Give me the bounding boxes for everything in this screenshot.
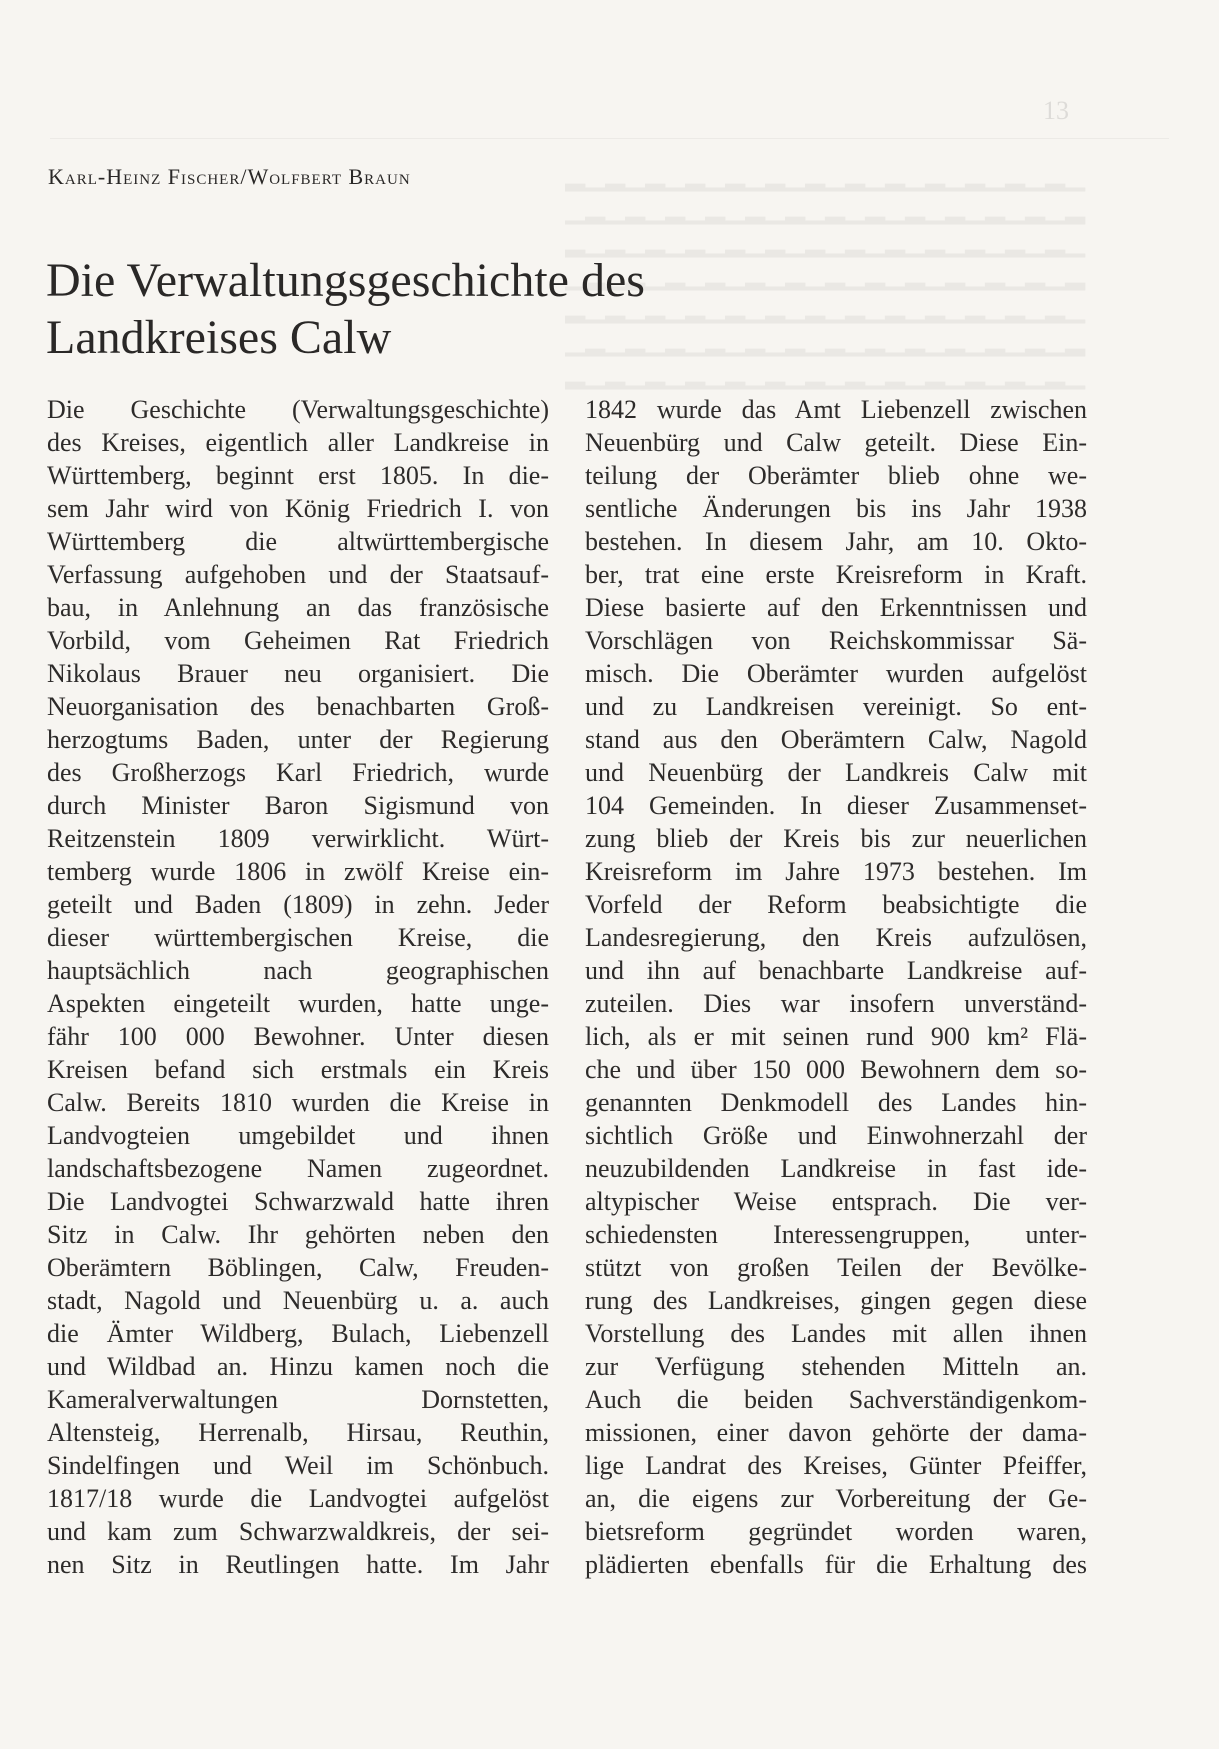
text-line: sem Jahr wird von König Friedrich I. von [47,494,549,523]
text-line: sentliche Änderungen bis ins Jahr 1938 [585,494,1087,523]
text-line: Auch die beiden Sachverständigenkom- [585,1385,1087,1414]
article-title [46,252,645,366]
text-line: und kam zum Schwarzwaldkreis, der sei- [47,1517,549,1546]
text-line: stadt, Nagold und Neuenbürg u. a. auch [47,1286,549,1315]
text-line: bietsreform gegründet worden waren, [585,1517,1087,1546]
text-line: Aspekten eingeteilt wurden, hatte unge- [47,989,549,1018]
text-line: neuzubildenden Landkreise in fast ide- [585,1154,1087,1183]
text-line: Württemberg, beginnt erst 1805. In die- [47,461,549,490]
text-line: Kreisen befand sich erstmals ein Kreis [47,1055,549,1084]
text-line: genannten Denkmodell des Landes hin- [585,1088,1087,1117]
text-line: misch. Die Oberämter wurden aufgelöst [585,659,1087,688]
text-line: Altensteig, Herrenalb, Hirsau, Reuthin, [47,1418,549,1447]
text-line: altypischer Weise entsprach. Die ver- [585,1187,1087,1216]
text-line: Reitzenstein 1809 verwirklicht. Würt- [47,824,549,853]
text-line: sichtlich Größe und Einwohnerzahl der [585,1121,1087,1150]
text-line: zur Verfügung stehenden Mitteln an. [585,1352,1087,1381]
text-line: Vorstellung des Landes mit allen ihnen [585,1319,1087,1348]
text-line: Neuenbürg und Calw geteilt. Diese Ein- [585,428,1087,457]
article-title-line: Die Verwaltungsgeschichte des [46,254,645,307]
text-line: des Großherzogs Karl Friedrich, wurde [47,758,549,787]
text-line: che und über 150 000 Bewohnern dem so- [585,1055,1087,1084]
text-line: Nikolaus Brauer neu organisiert. Die [47,659,549,688]
text-line: an, die eigens zur Vorbereitung der Ge- [585,1484,1087,1513]
text-line: stand aus den Oberämtern Calw, Nagold [585,725,1087,754]
right-column [585,393,1087,1581]
text-line: und ihn auf benachbarte Landkreise auf- [585,956,1087,985]
text-line: bau, in Anlehnung an das französische [47,593,549,622]
text-line: des Kreises, eigentlich aller Landkreise in [47,428,549,457]
text-line: Vorschlägen von Reichskommissar Sä- [585,626,1087,655]
text-line: plädierten ebenfalls für die Erhaltung des [585,1550,1087,1579]
text-line: temberg wurde 1806 in zwölf Kreise ein- [47,857,549,886]
text-line: 1842 wurde das Amt Liebenzell zwischen [585,395,1087,424]
text-line: zung blieb der Kreis bis zur neuerlichen [585,824,1087,853]
text-line: lich, als er mit seinen rund 900 km² Flä- [585,1022,1087,1051]
text-line: Landvogteien umgebildet und ihnen [47,1121,549,1150]
text-line: Sindelfingen und Weil im Schönbuch. [47,1451,549,1480]
text-line: durch Minister Baron Sigismund von [47,791,549,820]
text-line: rung des Landkreises, gingen gegen diese [585,1286,1087,1315]
text-line: zuteilen. Dies war insofern unverständ- [585,989,1087,1018]
text-line: lige Landrat des Kreises, Günter Pfeiffer, [585,1451,1087,1480]
text-line: Sitz in Calw. Ihr gehörten neben den [47,1220,549,1249]
text-line: schiedensten Interessengruppen, unter- [585,1220,1087,1249]
scan-rule [50,138,1169,139]
text-line: Vorbild, vom Geheimen Rat Friedrich [47,626,549,655]
text-line: und Wildbad an. Hinzu kamen noch die [47,1352,549,1381]
text-line: nen Sitz in Reutlingen hatte. Im Jahr [47,1550,549,1579]
left-column [47,393,549,1581]
page-number: 13 [1043,96,1069,125]
text-line: Württemberg die altwürttembergische [47,527,549,556]
text-line: stützt von großen Teilen der Bevölke- [585,1253,1087,1282]
text-line: Kreisreform im Jahre 1973 bestehen. Im [585,857,1087,886]
text-line: missionen, einer davon gehörte der dama- [585,1418,1087,1447]
text-line: 104 Gemeinden. In dieser Zusammenset- [585,791,1087,820]
text-line: ber, trat eine erste Kreisreform in Kraft. [585,560,1087,589]
text-line: und zu Landkreisen vereinigt. So ent- [585,692,1087,721]
text-line: hauptsächlich nach geographischen [47,956,549,985]
text-line: Vorfeld der Reform beabsichtigte die [585,890,1087,919]
text-line: die Ämter Wildberg, Bulach, Liebenzell [47,1319,549,1348]
text-line: 1817/18 wurde die Landvogtei aufgelöst [47,1484,549,1513]
authors: Karl-Heinz Fischer/Wolfbert Braun [48,164,411,189]
text-line: Oberämtern Böblingen, Calw, Freuden- [47,1253,549,1282]
text-line: dieser württembergischen Kreise, die [47,923,549,952]
text-line: geteilt und Baden (1809) in zehn. Jeder [47,890,549,919]
text-line: fähr 100 000 Bewohner. Unter diesen [47,1022,549,1051]
show-through-texture: ▁▂▁▂▁▂▁▂▁▂▁▂▁▂▁▂▁▂▁▂▁▂▁▂▁▂ ▂▁▂▁▂▁▂▁▂▁▂▁▂▁▂▁▂▁▂▁▂▁▂▁▂▁ ▁▂▁▂▁▂▁▂▁▂▁▂▁▂▁▂▁▂▁▂▁▂▁▂▁▂ ▂▁▂▁▂▁▂▁▂▁▂▁▂▁▂▁▂▁▂▁▂▁▂▁▂▁ ▁▂▁▂▁▂▁▂▁▂▁▂▁▂▁▂▁▂▁▂▁▂▁▂▁▂ ▂▁▂▁▂▁▂▁▂▁▂▁▂▁▂▁▂▁▂▁▂▁▂▁▂▁ ▁▂▁▂▁▂▁▂▁▂▁▂▁▂▁▂▁▂▁▂▁▂▁▂▁▂ [565,162,1085,389]
text-line: Die Geschichte (Verwaltungsgeschichte) [47,395,549,424]
text-line: Diese basierte auf den Erkenntnissen und [585,593,1087,622]
text-line: Kameralverwaltungen Dornstetten, [47,1385,549,1414]
text-line: und Neuenbürg der Landkreis Calw mit [585,758,1087,787]
text-line: bestehen. In diesem Jahr, am 10. Okto- [585,527,1087,556]
text-line: landschaftsbezogene Namen zugeordnet. [47,1154,549,1183]
article-title-line: Landkreises Calw [46,311,392,364]
text-line: teilung der Oberämter blieb ohne we- [585,461,1087,490]
text-line: Neuorganisation des benachbarten Groß- [47,692,549,721]
text-line: herzogtums Baden, unter der Regierung [47,725,549,754]
text-line: Calw. Bereits 1810 wurden die Kreise in [47,1088,549,1117]
text-line: Die Landvogtei Schwarzwald hatte ihren [47,1187,549,1216]
text-line: Verfassung aufgehoben und der Staatsauf- [47,560,549,589]
text-line: Landesregierung, den Kreis aufzulösen, [585,923,1087,952]
